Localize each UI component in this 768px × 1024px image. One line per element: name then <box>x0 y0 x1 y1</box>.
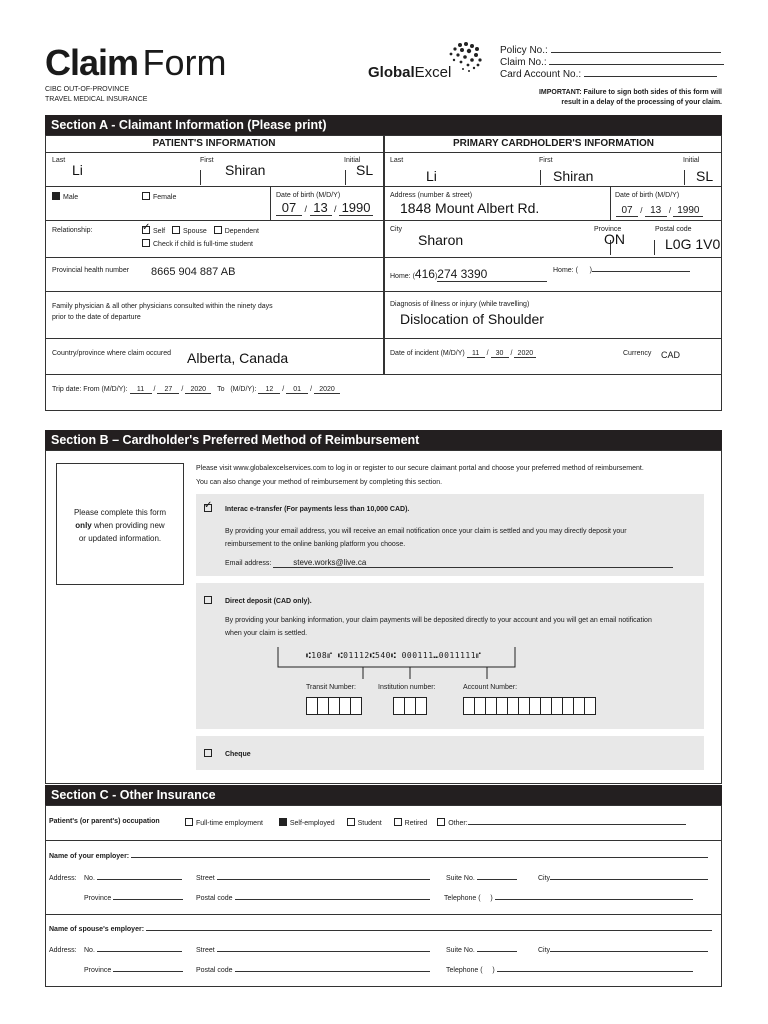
self-checkbox[interactable] <box>142 226 150 234</box>
suite-label: Suite No. <box>446 947 475 954</box>
patient-first-label: First <box>200 157 214 164</box>
patient-dob-month[interactable]: 07 <box>276 200 302 216</box>
deposit-description <box>225 614 652 640</box>
other-checkbox[interactable] <box>437 818 445 826</box>
spouse-postal-field[interactable] <box>235 971 430 972</box>
city-label: City <box>538 947 551 954</box>
postal-label: Postal code <box>196 967 233 974</box>
institution-label: Institution number: <box>378 684 436 691</box>
globalexcel-logo <box>368 64 451 81</box>
trip-to-md: (M/D/Y): <box>230 386 257 393</box>
cheque-label: Cheque <box>224 751 251 758</box>
ch-dob-value[interactable]: 07 / 13 / 1990 <box>616 205 703 217</box>
trip-to-year[interactable]: 2020 <box>314 386 340 394</box>
incident-label: Date of incident (M/D/Y) <box>390 350 465 357</box>
physician-label-2: prior to the date of departure <box>52 314 141 321</box>
employer-telephone <box>444 895 693 902</box>
tick <box>540 170 541 185</box>
telephone-close: ) <box>492 967 495 974</box>
row-line <box>45 220 722 221</box>
form-title <box>45 42 227 84</box>
student-label: Check if child is full-time student <box>153 241 253 248</box>
card-account-field[interactable] <box>584 76 717 77</box>
interac-description <box>225 525 627 551</box>
telephone-label: Telephone ( <box>444 895 481 902</box>
employer-suite-field[interactable] <box>477 879 517 880</box>
update-note <box>58 506 182 545</box>
row-line <box>45 840 722 841</box>
interac-text-2: reimbursement to the online banking platform you choose. <box>225 541 406 548</box>
section-a-title: Section A - Claimant Information (Please print) <box>45 115 722 135</box>
card-label: Card Account No.: <box>500 69 582 80</box>
transit-number-boxes[interactable] <box>307 697 362 720</box>
female-label: Female <box>153 194 177 201</box>
patient-last-label: Last <box>52 157 66 164</box>
relationship-label: Relationship: <box>52 227 93 234</box>
employer-no-field[interactable] <box>97 879 182 880</box>
self-label: Self <box>153 228 166 235</box>
trip-to-label: To <box>217 386 225 393</box>
address-label: Address (number & street) <box>390 192 473 199</box>
employer-telephone-field[interactable] <box>495 899 693 900</box>
spouse-employer-label: Name of spouse's employer: <box>49 926 145 933</box>
occupation-row <box>49 818 160 825</box>
interac-title: Interac e-transfer (For payments less than 10,000 CAD). <box>224 506 410 513</box>
retired-checkbox[interactable] <box>394 818 402 826</box>
physician-label-1: Family physician & all other physicians consulted within the ninety days <box>52 303 273 310</box>
globe-dots-icon <box>440 40 485 75</box>
student-occ-label: Student <box>357 820 382 827</box>
intro-line-2: You can also change your method of reimbursement by completing this section. <box>196 479 443 486</box>
spouse-suite <box>446 947 517 954</box>
telephone-close: ) <box>490 895 493 902</box>
tick <box>200 170 201 185</box>
title-form: Form <box>142 42 227 83</box>
employer-city <box>538 875 708 882</box>
address-value[interactable]: 1848 Mount Albert Rd. <box>400 200 540 216</box>
health-number-label: Provincial health number <box>52 267 130 274</box>
employer-city-field[interactable] <box>550 879 708 880</box>
ch-initial-label: Initial <box>683 157 700 164</box>
city-label: City <box>390 226 403 233</box>
employer-province-field[interactable] <box>113 899 183 900</box>
suite-label: Suite No. <box>446 875 475 882</box>
trip-to-month[interactable]: 12 <box>258 386 280 394</box>
province-label: Province <box>594 226 622 233</box>
interac-checkbox[interactable] <box>204 504 212 512</box>
street-label: Street <box>196 947 215 954</box>
currency-value[interactable]: CAD <box>661 350 681 360</box>
spouse-no-field[interactable] <box>97 951 182 952</box>
employer-street <box>196 875 430 882</box>
subtitle-1: CIBC OUT-OF-PROVINCE <box>45 86 130 93</box>
male-option[interactable] <box>52 192 78 201</box>
patient-initial-value[interactable]: SL <box>356 162 374 178</box>
note-only: only <box>75 521 92 530</box>
cheque-panel <box>196 736 704 770</box>
student-occ-checkbox[interactable] <box>347 818 355 826</box>
patient-first-value[interactable]: Shiran <box>225 162 266 178</box>
spouse-city-field[interactable] <box>550 951 708 952</box>
deposit-text-1: By providing your banking information, your claim payments will be deposited directly to your account and you will get an email notification <box>225 617 652 624</box>
employer-row <box>49 853 708 860</box>
direct-deposit-option[interactable] <box>204 596 312 605</box>
patient-last-value[interactable]: Li <box>72 162 83 178</box>
row-line <box>45 338 722 339</box>
transit-label: Transit Number: <box>306 684 356 691</box>
row-line <box>45 186 722 187</box>
ch-dob-day[interactable]: 13 <box>645 205 667 217</box>
tick <box>345 170 346 185</box>
home-number[interactable]: 274 3390 <box>437 267 547 282</box>
employer-postal-field[interactable] <box>235 899 430 900</box>
relationship-options <box>142 226 259 235</box>
email-row <box>225 558 673 568</box>
reference-numbers <box>500 45 724 81</box>
note-line-3: or updated information. <box>78 534 162 543</box>
row-line <box>45 152 722 153</box>
section-c-title: Section C - Other Insurance <box>45 785 722 805</box>
spouse-address-label: Address: <box>49 947 77 954</box>
interac-option[interactable] <box>204 504 409 513</box>
home2-label: Home: <box>553 267 574 274</box>
home-label: Home: <box>390 273 411 280</box>
home2-number[interactable] <box>592 271 690 272</box>
spouse-street <box>196 947 430 954</box>
row-line <box>45 914 722 915</box>
no-label: No. <box>84 875 95 882</box>
row-line <box>45 257 722 258</box>
male-checkbox[interactable] <box>52 192 60 200</box>
diagnosis-value[interactable]: Dislocation of Shoulder <box>400 311 544 327</box>
section-b-title: Section B – Cardholder's Preferred Method of Reimbursement <box>45 430 722 450</box>
province-label: Province <box>84 895 112 902</box>
fulltime-checkbox[interactable] <box>185 818 193 826</box>
ch-last-label: Last <box>390 157 404 164</box>
self-employed-label: Self-employed <box>289 820 335 827</box>
ch-first-value[interactable]: Shiran <box>553 168 594 184</box>
spouse-province-field[interactable] <box>113 971 183 972</box>
postal-value[interactable]: L0G 1V0 <box>665 236 721 252</box>
cell-divider <box>270 186 271 220</box>
employer-suite <box>446 875 517 882</box>
employer-label: Name of your employer: <box>49 853 130 860</box>
country-label: Country/province where claim occured <box>52 350 172 357</box>
incident-year[interactable]: 2020 <box>514 350 536 358</box>
deposit-text-2: when your claim is settled. <box>225 630 308 637</box>
account-number-boxes[interactable] <box>464 697 596 720</box>
telephone-label: Telephone ( <box>446 967 483 974</box>
spouse-checkbox[interactable] <box>172 226 180 234</box>
cheque-option[interactable] <box>204 749 251 758</box>
cell-divider <box>610 186 611 220</box>
self-employed-checkbox[interactable] <box>279 818 287 826</box>
spouse-province <box>84 967 183 974</box>
logo-excel: Excel <box>414 64 452 81</box>
student-checkbox[interactable] <box>142 239 150 247</box>
spouse-no <box>84 947 182 954</box>
subtitle-2: TRAVEL MEDICAL INSURANCE <box>45 96 148 103</box>
occupation-label: Patient's (or parent's) occupation <box>49 818 160 825</box>
claim-label: Claim No.: <box>500 57 547 68</box>
physician-label <box>52 301 273 323</box>
retired-label: Retired <box>404 820 428 827</box>
section-b-intro <box>196 462 644 490</box>
fulltime-label: Full-time employment <box>196 820 263 827</box>
spouse-city <box>538 947 708 954</box>
cheque-checkbox[interactable] <box>204 749 212 757</box>
email-field[interactable]: steve.works@live.ca <box>273 558 673 568</box>
cardholder-info-header: PRIMARY CARDHOLDER'S INFORMATION <box>452 138 655 149</box>
patient-dob-label: Date of birth (M/D/Y) <box>276 192 341 199</box>
dependent-checkbox[interactable] <box>214 226 222 234</box>
other-field[interactable] <box>468 824 686 825</box>
ch-dob-year[interactable]: 1990 <box>673 205 703 217</box>
important-line-1: IMPORTANT: Failure to sign both sides of this form will <box>538 89 722 96</box>
micr-line: ⑆108⑈ ⑆01112⑆540⑆ 000111⑉0011111⑈ <box>306 651 482 660</box>
female-option[interactable] <box>142 192 176 201</box>
ch-dob-month[interactable]: 07 <box>616 205 638 217</box>
ch-dob-label: Date of birth (M/D/Y) <box>615 192 680 199</box>
male-label: Male <box>63 194 79 201</box>
employer-street-field[interactable] <box>217 879 430 880</box>
employer-province <box>84 895 183 902</box>
health-number-value[interactable]: 8665 904 887 AB <box>151 266 236 278</box>
policy-field[interactable] <box>551 52 721 53</box>
ch-first-label: First <box>539 157 553 164</box>
trip-from-day[interactable]: 27 <box>157 386 179 394</box>
row-line <box>45 374 722 375</box>
city-label: City <box>538 875 551 882</box>
female-checkbox[interactable] <box>142 192 150 200</box>
policy-label: Policy No.: <box>500 45 548 56</box>
spouse-telephone <box>446 967 693 974</box>
intro-line-1: Please visit www.globalexcelservices.com to log in or register to our secure claimant portal and choose your preferred method of reimbursement. <box>196 465 644 472</box>
diagnosis-label: Diagnosis of illness or injury (while travelling) <box>390 301 530 308</box>
home-area-code[interactable]: 416 <box>414 267 435 281</box>
incident-day[interactable]: 30 <box>491 350 509 358</box>
note-line-2: when providing new <box>93 521 165 530</box>
email-label: Email address: <box>225 560 272 567</box>
province-label: Province <box>84 967 112 974</box>
spouse-street-field[interactable] <box>217 951 430 952</box>
patient-initial-label: Initial <box>344 157 361 164</box>
claim-field[interactable] <box>549 64 724 65</box>
street-label: Street <box>196 875 215 882</box>
spouse-postal <box>196 967 430 974</box>
spouse-telephone-field[interactable] <box>497 971 693 972</box>
trip-from-label: Trip date: From (M/D/Y): <box>52 386 128 393</box>
postal-label: Postal code <box>655 226 692 233</box>
ch-last-value[interactable]: Li <box>426 168 437 184</box>
trip-from-year[interactable]: 2020 <box>185 386 211 394</box>
employer-postal <box>196 895 430 902</box>
ch-initial-value[interactable]: SL <box>696 168 714 184</box>
cheque-bracket-diagram <box>275 645 520 680</box>
employer-field[interactable] <box>131 857 708 858</box>
row-line <box>45 291 722 292</box>
spouse-employer-row <box>49 926 712 933</box>
tick <box>684 170 685 185</box>
employer-no <box>84 875 182 882</box>
dependent-label: Dependent <box>224 228 259 235</box>
spouse-suite-field[interactable] <box>477 951 517 952</box>
important-line-2: result in a delay of the processing of your claim. <box>561 99 722 106</box>
other-label: Other: <box>448 820 468 827</box>
direct-deposit-title: Direct deposit (CAD only). <box>224 598 312 605</box>
postal-label: Postal code <box>196 895 233 902</box>
incident-month[interactable]: 11 <box>467 350 485 358</box>
patient-info-header: PATIENT'S INFORMATION <box>152 138 276 149</box>
direct-deposit-checkbox[interactable] <box>204 596 212 604</box>
section-a-divider <box>383 135 385 375</box>
employer-address-label: Address: <box>49 875 77 882</box>
incident-date[interactable]: Date of incident (M/D/Y) 11 / 30 / 2020 <box>390 350 536 358</box>
institution-number-boxes[interactable] <box>394 697 427 720</box>
fulltime-student-option[interactable] <box>142 239 253 248</box>
home2-phone[interactable]: Home: ( ) <box>553 267 690 274</box>
important-notice <box>470 88 722 108</box>
note-line-1: Please complete this form <box>73 508 167 517</box>
interac-text-1: By providing your email address, you will receive an email notification once your claim is settled and you may directly deposit your <box>225 528 627 535</box>
spouse-employer-field[interactable] <box>146 930 712 931</box>
patient-dob-year[interactable]: 1990 <box>339 200 373 216</box>
tick <box>654 240 655 255</box>
trip-dates[interactable]: Trip date: From (M/D/Y): 11 / 27 / 2020 To (M/D/Y): 12 / 01 / 2020 <box>52 386 340 394</box>
patient-dob-value[interactable]: 07 / 13 / 1990 <box>276 200 373 216</box>
logo-global: Global <box>368 64 415 81</box>
spouse-label: Spouse <box>183 228 207 235</box>
province-value[interactable]: ON <box>604 231 625 247</box>
title-claim: Claim <box>45 42 139 83</box>
home-phone[interactable]: Home: (416)274 3390 <box>390 267 547 282</box>
trip-from-month[interactable]: 11 <box>130 386 152 394</box>
account-label: Account Number: <box>463 684 518 691</box>
city-value[interactable]: Sharon <box>418 232 464 248</box>
currency-label: Currency <box>623 350 652 357</box>
country-value[interactable]: Alberta, Canada <box>187 350 289 366</box>
trip-to-day[interactable]: 01 <box>286 386 308 394</box>
patient-dob-day[interactable]: 13 <box>310 200 332 216</box>
no-label: No. <box>84 947 95 954</box>
occupation-options <box>185 818 686 827</box>
